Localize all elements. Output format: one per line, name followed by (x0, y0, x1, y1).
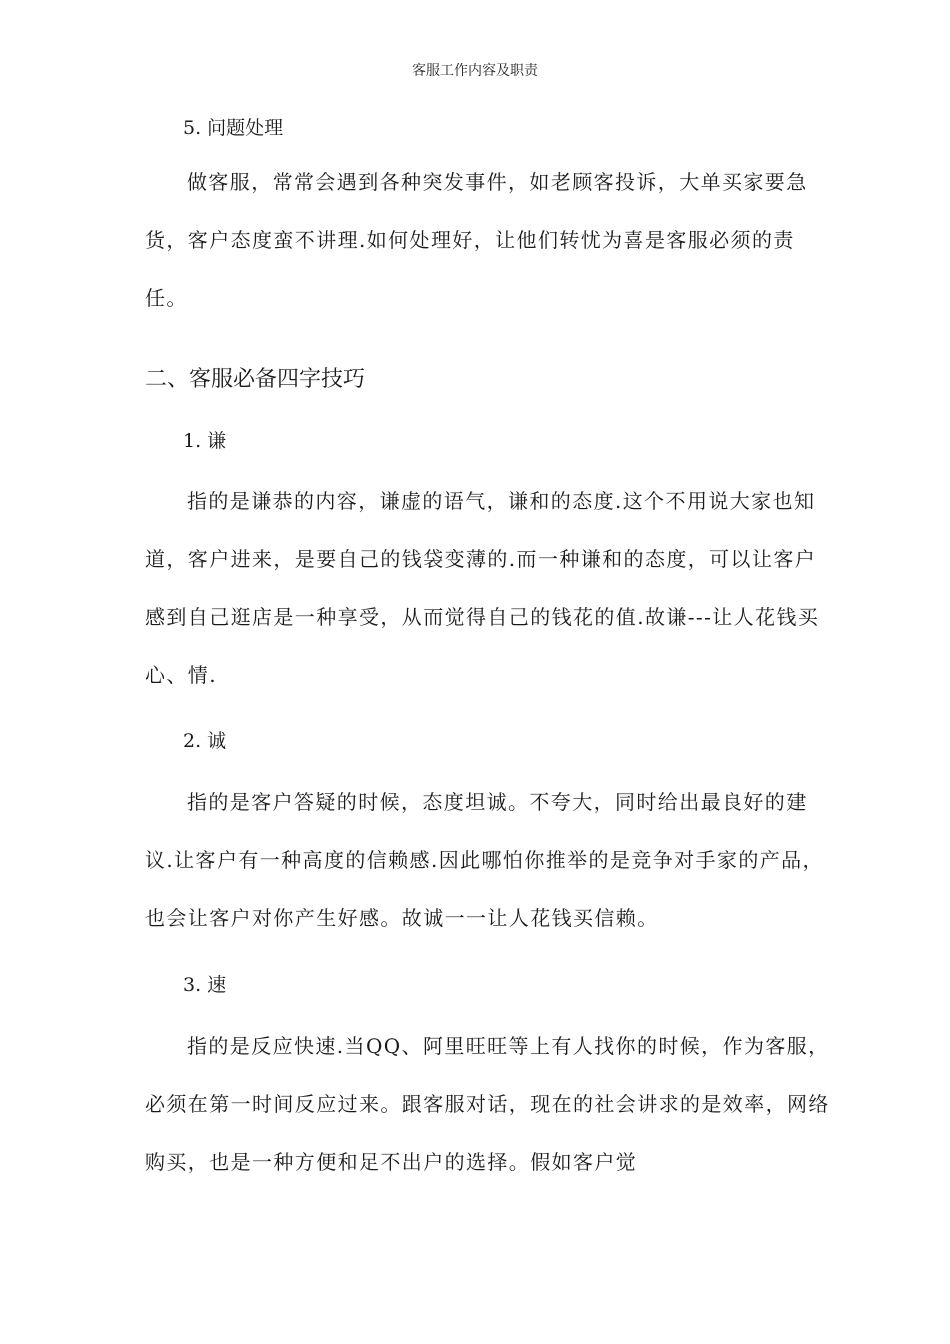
section-heading-skills: 二、客服必备四字技巧 (145, 367, 366, 392)
page-header: 客服工作内容及职责 (412, 63, 538, 79)
item-title-speed: 3. 速 (183, 974, 227, 996)
item-title-problem: 5. 问题处理 (183, 117, 284, 139)
item-title-modesty: 1. 谦 (183, 430, 227, 452)
paragraph-sincerity: 指的是客户答疑的时候，态度坦诚。不夸大，同时给出最良好的建议.让客户有一种高度的信赖感.因此哪怕你推举的是竞争对手家的产品，也会让客户对你产生好感。故诚一一让人花钱买信赖。 (145, 790, 824, 930)
item-title-sincerity: 2. 诚 (183, 730, 227, 752)
paragraph-problem: 做客服，常常会遇到各种突发事件，如老顾客投诉，大单买家要急货，客户态度蛮不讲理.如何处理好，让他们转忧为喜是客服必须的责任。 (145, 170, 808, 310)
paragraph-modesty: 指的是谦恭的内容，谦虚的语气，谦和的态度.这个不用说大家也知道，客户进来，是要自己的钱袋变薄的.而一种谦和的态度，可以让客户感到自己逛店是一种享受，从而觉得自己的钱花的值.故谦---让人花钱买心、情. (145, 489, 820, 687)
paragraph-speed: 指的是反应快速.当QQ、阿里旺旺等上有人找你的时候，作为客服，必须在第一时间反应过来。跟客服对话，现在的社会讲求的是效率，网络购买，也是一种方便和足不出户的选择。假如客户觉 (145, 1034, 830, 1174)
